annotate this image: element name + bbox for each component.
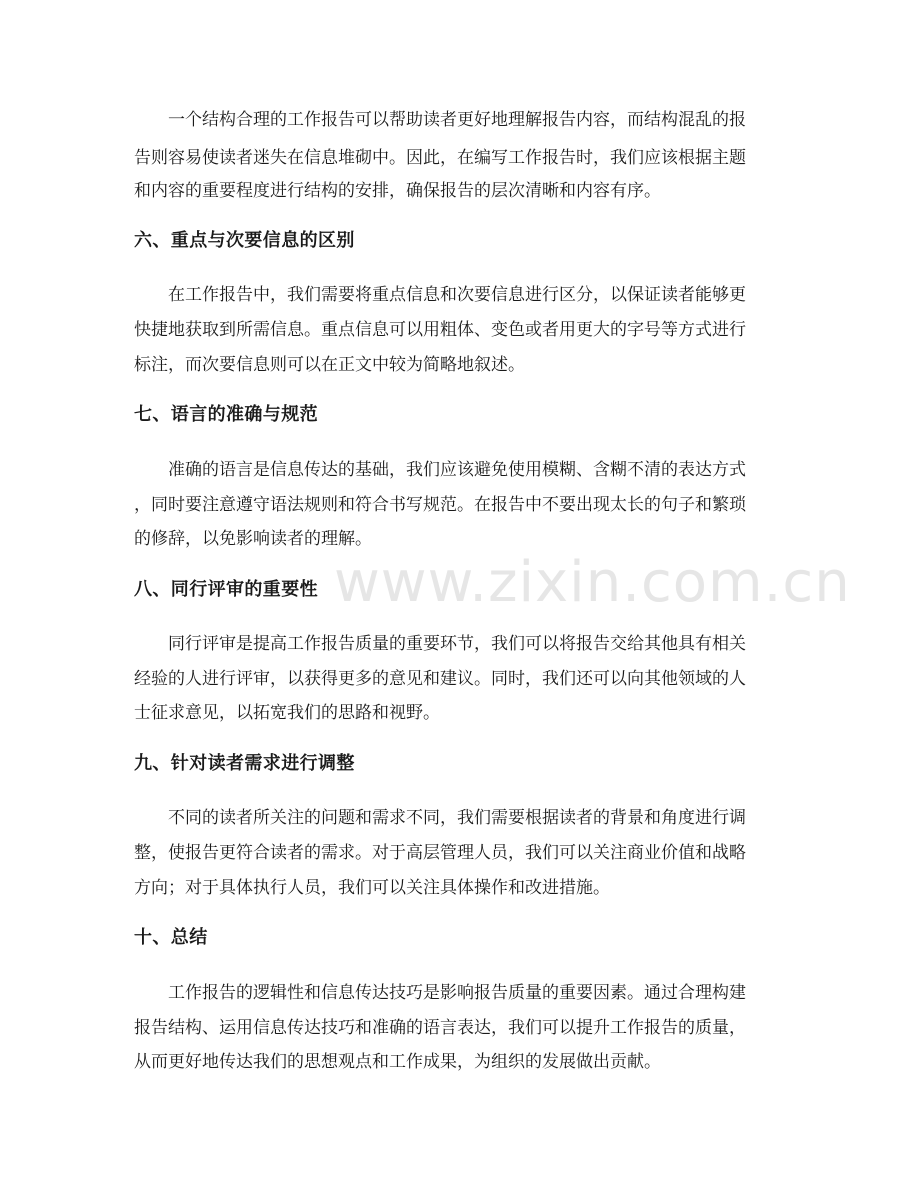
paragraph-line: 在工作报告中，我们需要将重点信息和次要信息进行区分，以保证读者能够更 bbox=[134, 285, 746, 305]
section-heading: 十、总结 bbox=[134, 927, 208, 948]
paragraph-line: 不同的读者所关注的问题和需求不同，我们需要根据读者的背景和角度进行调 bbox=[134, 808, 746, 828]
paragraph-line: 告则容易使读者迷失在信息堆砌中。因此，在编写工作报告时，我们应该根据主题 bbox=[134, 148, 746, 168]
paragraph-line: 从而更好地传达我们的思想观点和工作成果，为组织的发展做出贡献。 bbox=[134, 1052, 661, 1072]
paragraph-line: 标注，而次要信息则可以在正文中较为简略地叙述。 bbox=[134, 355, 525, 375]
section-heading: 九、针对读者需求进行调整 bbox=[134, 753, 355, 774]
watermark: www.zixin.com.cn bbox=[334, 550, 851, 615]
section-heading: 六、重点与次要信息的区别 bbox=[134, 230, 355, 251]
section-heading: 八、同行评审的重要性 bbox=[134, 579, 318, 600]
paragraph-line: 的修辞，以免影响读者的理解。 bbox=[134, 529, 372, 549]
paragraph-line: 快捷地获取到所需信息。重点信息可以用粗体、变色或者用更大的字号等方式进行 bbox=[134, 320, 746, 340]
paragraph-line: 士征求意见，以拓宽我们的思路和视野。 bbox=[134, 703, 440, 723]
paragraph-line: 报告结构、运用信息传达技巧和准确的语言表达，我们可以提升工作报告的质量， bbox=[134, 1018, 746, 1038]
paragraph-line: ，同时要注意遵守语法规则和符合书写规范。在报告中不要出现太长的句子和繁琐 bbox=[134, 495, 746, 515]
paragraph-line: 工作报告的逻辑性和信息传达技巧是影响报告质量的重要因素。通过合理构建 bbox=[134, 983, 746, 1003]
paragraph-line: 准确的语言是信息传达的基础，我们应该避免使用模糊、含糊不清的表达方式 bbox=[134, 460, 746, 480]
paragraph-line: 和内容的重要程度进行结构的安排，确保报告的层次清晰和内容有序。 bbox=[134, 181, 661, 201]
paragraph-line: 同行评审是提高工作报告质量的重要环节，我们可以将报告交给其他具有相关 bbox=[134, 634, 746, 654]
paragraph-line: 经验的人进行评审，以获得更多的意见和建议。同时，我们还可以向其他领域的人 bbox=[134, 669, 746, 689]
paragraph-line: 一个结构合理的工作报告可以帮助读者更好地理解报告内容，而结构混乱的报 bbox=[134, 110, 746, 130]
paragraph-line: 方向；对于具体执行人员，我们可以关注具体操作和改进措施。 bbox=[134, 878, 610, 898]
paragraph-line: 整，使报告更符合读者的需求。对于高层管理人员，我们可以关注商业价值和战略 bbox=[134, 843, 746, 863]
section-heading: 七、语言的准确与规范 bbox=[134, 404, 318, 425]
